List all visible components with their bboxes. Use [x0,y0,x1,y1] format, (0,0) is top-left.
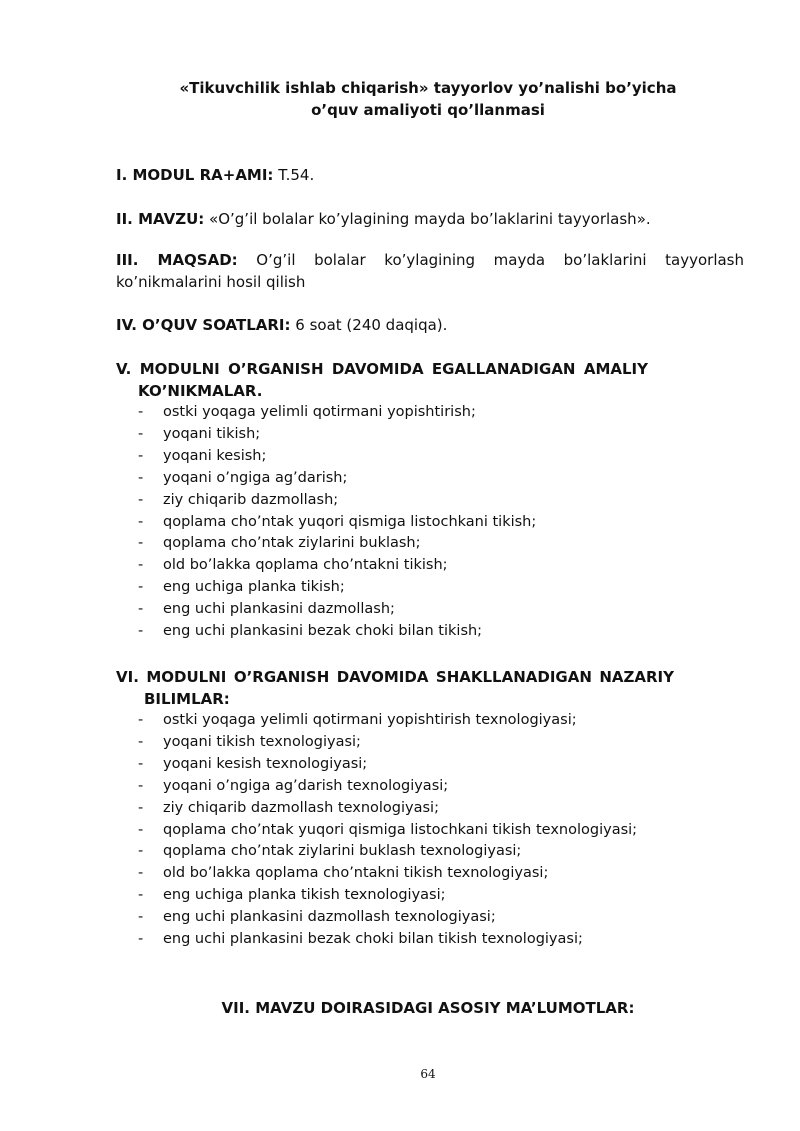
section-mavzu [116,208,744,230]
list-item: - ziy chiqarib dazmollash texnologiyasi; [138,798,738,820]
list-item: - qoplama cho’ntak ziylarini buklash; [138,533,738,555]
list-item: - qoplama cho’ntak ziylarini buklash texnologiyasi; [138,841,738,863]
list-item: - ostki yoqaga yelimli qotirmani yopishtirish texnologiyasi; [138,710,738,732]
maqsad-text: O’g’il bolalar ko’ylagining mayda bo’laklarini tayyorlash [237,251,745,269]
list-item: - ostki yoqaga yelimli qotirmani yopishtirish; [138,402,738,424]
maqsad-line-1 [116,249,744,271]
document-title [0,77,800,121]
section-maqsad [116,249,744,293]
list-item: - eng uchi plankasini dazmollash; [138,599,738,621]
list-item: - qoplama cho’ntak yuqori qismiga listochkani tikish; [138,512,738,534]
section-amaliy-heading [116,358,648,402]
list-item: - ziy chiqarib dazmollash; [138,490,738,512]
nazariy-knowledge-list [138,710,738,951]
amaliy-skills-list [138,402,738,643]
mavzu-value: «O’g’il bolalar ko’ylagining mayda bo’laklarini tayyorlash». [204,210,651,228]
nazariy-heading-line-2: BILIMLAR: [144,690,230,708]
title-line-2: o’quv amaliyoti qo’llanmasi [311,101,545,119]
page-number: 64 [420,1067,436,1081]
list-item: - yoqani tikish texnologiyasi; [138,732,738,754]
list-item: - yoqani o’ngiga ag’darish texnologiyasi; [138,776,738,798]
soatlar-label: IV. O’QUV SOATLARI: [116,316,291,334]
maqsad-label: III. MAQSAD: [116,251,238,269]
asosiy-heading: VII. MAVZU DOIRASIDAGI ASOSIY MA’LUMOTLAR: [221,999,635,1017]
list-item: - old bo’lakka qoplama cho’ntakni tikish; [138,555,738,577]
amaliy-heading-line-1: V. MODULNI O’RGANISH DAVOMIDA EGALLANADIGAN AMALIY [116,360,648,378]
amaliy-heading-line-2: KO’NIKMALAR. [138,382,263,400]
title-line-1: «Tikuvchilik ishlab chiqarish» tayyorlov yo’nalishi bo’yicha [179,79,677,97]
list-item: - old bo’lakka qoplama cho’ntakni tikish texnologiyasi; [138,863,738,885]
nazariy-heading-line-1: VI. MODULNI O’RGANISH DAVOMIDA SHAKLLANADIGAN NAZARIY [116,668,674,686]
list-item: - eng uchi plankasini bezak choki bilan tikish texnologiyasi; [138,929,738,951]
list-item: - eng uchiga planka tikish; [138,577,738,599]
section-modul [116,164,744,186]
mavzu-label: II. MAVZU: [116,210,205,228]
section-soatlar [116,314,744,336]
section-nazariy-heading [116,666,674,710]
list-item: - yoqani tikish; [138,424,738,446]
maqsad-line-2: ko’nikmalarini hosil qilish [116,273,306,291]
modul-label: I. MODUL RA+AMI: [116,166,274,184]
soatlar-value: 6 soat (240 daqiqa). [290,316,448,334]
list-item: - yoqani kesish; [138,446,738,468]
list-item: - yoqani kesish texnologiyasi; [138,754,738,776]
list-item: - eng uchi plankasini bezak choki bilan tikish; [138,621,738,643]
list-item: - qoplama cho’ntak yuqori qismiga listochkani tikish texnologiyasi; [138,820,738,842]
list-item: - eng uchi plankasini dazmollash texnologiyasi; [138,907,738,929]
list-item: - eng uchiga planka tikish texnologiyasi; [138,885,738,907]
modul-value: T.54. [273,166,315,184]
list-item: - yoqani o’ngiga ag’darish; [138,468,738,490]
